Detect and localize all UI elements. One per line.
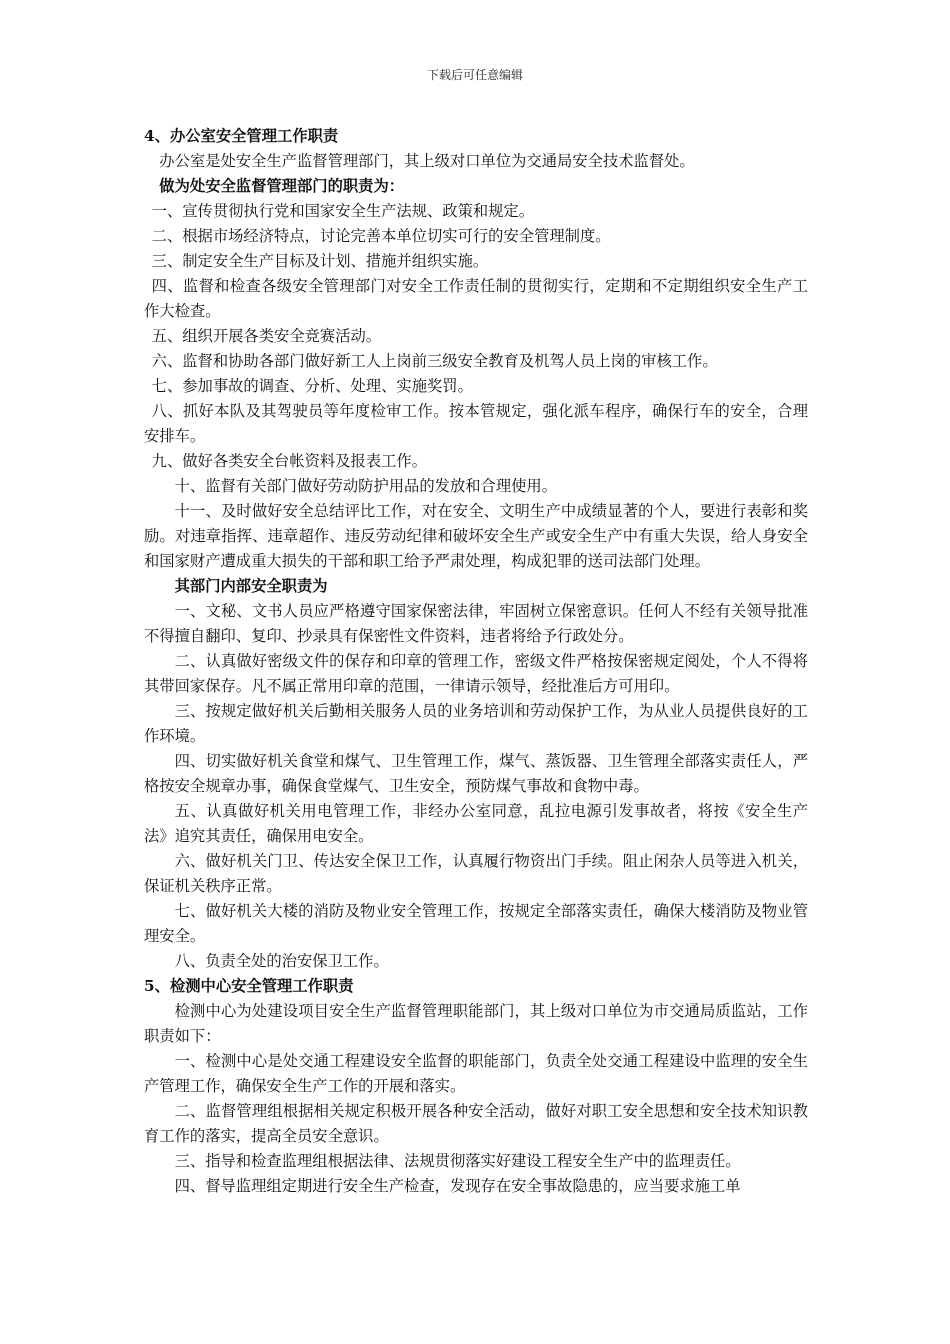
paragraph: 四、监督和检查各级安全管理部门对安全工作责任制的贯彻实行，定期和不定期组织安全生产工作大检查。	[144, 277, 808, 320]
paragraph: 十一、及时做好安全总结评比工作，对在安全、文明生产中成绩显著的个人，要进行表彰和奖励。对违章指挥、违章超作、违反劳动纪律和破坏安全生产或安全生产中有重大失误，给人身安全和国家财产遭成重大损失的干部和职工给予严肃处理，构成犯罪的送司法部门处理。	[144, 502, 808, 570]
paragraph: 办公室是处安全生产监督管理部门，其上级对口单位为交通局安全技术监督处。	[159, 152, 695, 170]
paragraph: 五、组织开展各类安全竞赛活动。	[151, 327, 382, 345]
paragraph: 七、做好机关大楼的消防及物业安全管理工作，按规定全部落实责任，确保大楼消防及物业管理安全。	[144, 902, 808, 945]
paragraph: 五、认真做好机关用电管理工作，非经办公室同意，乱拉电源引发事故者，将按《安全生产法》追究其责任，确保用电安全。	[144, 802, 808, 845]
paragraph: 四、切实做好机关食堂和煤气、卫生管理工作，煤气、蒸饭器、卫生管理全部落实责任人，严格按安全规章办事，确保食堂煤气、卫生安全，预防煤气事故和食物中毒。	[144, 752, 808, 795]
paragraph: 八、负责全处的治安保卫工作。	[174, 952, 389, 970]
paragraph: 四、督导监理组定期进行安全生产检查，发现存在安全事故隐患的，应当要求施工单	[174, 1177, 741, 1195]
paragraph: 一、检测中心是处交通工程建设安全监督的职能部门，负责全处交通工程建设中监理的安全生产管理工作，确保安全生产工作的开展和落实。	[144, 1052, 808, 1095]
paragraph: 八、抓好本队及其驾驶员等年度检审工作。按本管规定，强化派车程序，确保行车的安全，合理安排车。	[144, 402, 808, 445]
section-heading: 其部门内部安全职责为	[174, 577, 328, 595]
paragraph: 二、根据市场经济特点，讨论完善本单位切实可行的安全管理制度。	[151, 227, 611, 245]
section-heading: 5、检测中心安全管理工作职责	[144, 977, 354, 995]
section-heading: 4、办公室安全管理工作职责	[144, 127, 339, 145]
paragraph: 二、认真做好密级文件的保存和印章的管理工作，密级文件严格按保密规定阅处，个人不得将其带回家保存。凡不属正常用印章的范围，一律请示领导，经批准后方可用印。	[144, 652, 808, 695]
page-header: 下载后可任意编辑	[426, 68, 523, 82]
paragraph: 六、监督和协助各部门做好新工人上岗前三级安全教育及机驾人员上岗的审核工作。	[151, 352, 718, 370]
section-heading: 做为处安全监督管理部门的职责为：	[159, 177, 405, 195]
paragraph: 一、宣传贯彻执行党和国家安全生产法规、政策和规定。	[151, 202, 535, 220]
paragraph: 检测中心为处建设项目安全生产监督管理职能部门，其上级对口单位为市交通局质监站，工作职责如下：	[144, 1002, 808, 1045]
paragraph: 三、制定安全生产目标及计划、措施并组织实施。	[151, 252, 489, 270]
paragraph: 一、文秘、文书人员应严格遵守国家保密法律，牢固树立保密意识。任何人不经有关领导批准不得擅自翻印、复印、抄录具有保密性文件资料，违者将给予行政处分。	[144, 602, 808, 645]
paragraph: 三、按规定做好机关后勤相关服务人员的业务培训和劳动保护工作，为从业人员提供良好的工作环境。	[144, 702, 808, 745]
paragraph: 三、指导和检查监理组根据法律、法规贯彻落实好建设工程安全生产中的监理责任。	[174, 1152, 741, 1170]
paragraph: 七、参加事故的调查、分析、处理、实施奖罚。	[151, 377, 473, 395]
document-body	[144, 124, 808, 1199]
paragraph: 九、做好各类安全台帐资料及报表工作。	[151, 452, 427, 470]
paragraph: 二、监督管理组根据相关规定积极开展各种安全活动，做好对职工安全思想和安全技术知识教育工作的落实，提高全员安全意识。	[144, 1102, 808, 1145]
paragraph: 六、做好机关门卫、传达安全保卫工作，认真履行物资出门手续。阻止闲杂人员等进入机关，保证机关秩序正常。	[144, 852, 808, 895]
paragraph: 十、监督有关部门做好劳动防护用品的发放和合理使用。	[174, 477, 558, 495]
